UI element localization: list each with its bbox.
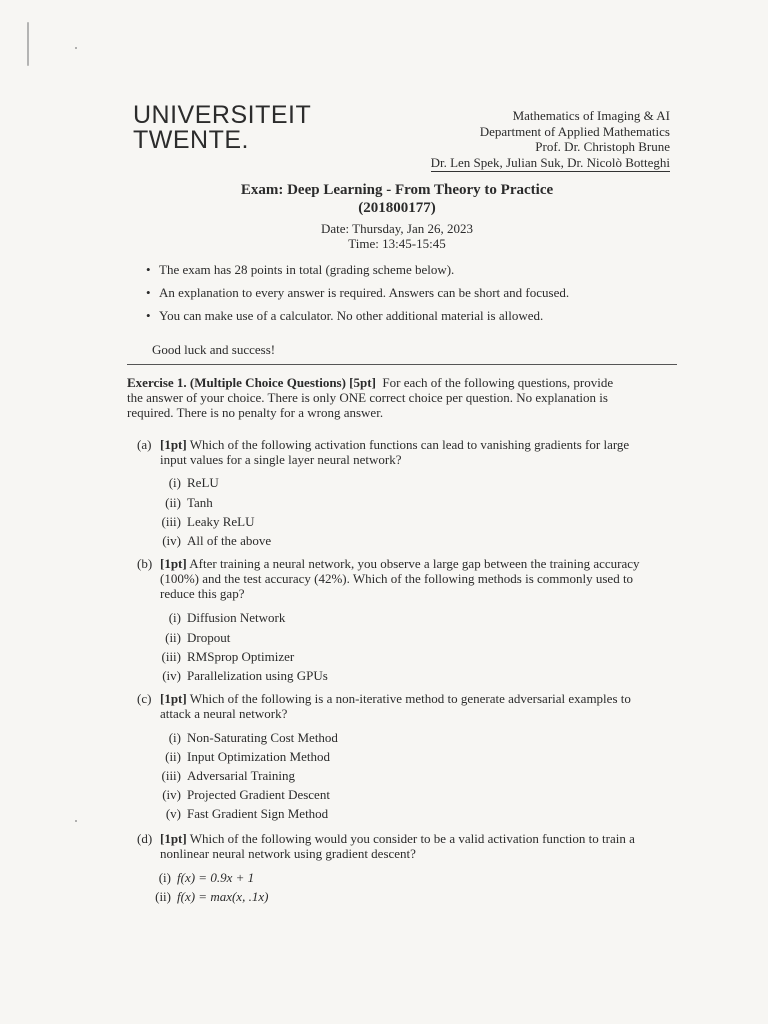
- exam-title: Exam: Deep Learning - From Theory to Practice: [240, 182, 554, 198]
- exercise-heading: Exercise 1. (Multiple Choice Questions) [5pt]: [127, 375, 376, 390]
- answer-option: (iii) Adversarial Training: [161, 768, 295, 783]
- question-text: [160, 437, 680, 467]
- instruction-item: • You can make use of a calculator. No other additional material is allowed.: [146, 308, 569, 331]
- exercise-intro: [127, 375, 679, 420]
- exercise-instruction: For each of the following questions, provide: [382, 375, 614, 390]
- question-points: [1pt]: [160, 556, 187, 571]
- question-line: Which of the following activation functions can lead to vanishing gradients for large: [189, 437, 630, 452]
- question-points: [1pt]: [160, 437, 187, 452]
- question-line: (100%) and the test accuracy (42%). Which of the following methods is commonly used to: [160, 571, 634, 586]
- instructions-list: [146, 262, 569, 331]
- question-text: [160, 556, 680, 601]
- question-line: nonlinear neural network using gradient descent?: [160, 846, 416, 861]
- answer-option: (ii) Dropout: [165, 630, 231, 645]
- scan-artifact: [75, 47, 77, 49]
- answer-option: (ii) Input Optimization Method: [165, 749, 330, 764]
- scan-artifact: [75, 820, 77, 822]
- exam-date: Date: Thursday, Jan 26, 2023: [320, 221, 473, 236]
- question-points: [1pt]: [160, 831, 187, 846]
- question-line: reduce this gap?: [160, 586, 245, 601]
- affiliation-block: [431, 108, 670, 172]
- answer-option: (i) f(x) = 0.9x + 1: [158, 870, 255, 885]
- answer-option: (i) Diffusion Network: [168, 610, 286, 625]
- affiliation-line: Department of Applied Mathematics: [479, 123, 670, 139]
- question-text: [160, 831, 680, 861]
- question-line: Which of the following is a non-iterative method to generate adversarial examples to: [189, 691, 631, 706]
- scan-artifact: [27, 22, 29, 66]
- exercise-instruction: required. There is no penalty for a wrong answer.: [127, 405, 384, 420]
- logo-line: UNIVERSITEIT: [133, 101, 312, 129]
- question-text: [160, 691, 680, 721]
- good-luck-text: Good luck and success!: [152, 342, 276, 357]
- instruction-item: • An explanation to every answer is required. Answers can be short and focused.: [146, 285, 569, 308]
- logo-line: TWENTE.: [133, 126, 249, 154]
- course-code: (201800177): [358, 200, 436, 216]
- answer-option: (iv) Parallelization using GPUs: [162, 668, 328, 683]
- exercise-instruction: the answer of your choice. There is only ONE correct choice per question. No explanation is: [127, 390, 608, 405]
- answer-option: (ii) Tanh: [165, 495, 213, 510]
- question-letter: (b): [137, 556, 153, 571]
- answer-option: (iii) RMSprop Optimizer: [161, 649, 295, 664]
- university-logo: [133, 103, 311, 153]
- section-divider: [127, 364, 677, 365]
- question-line: input values for a single layer neural network?: [160, 452, 402, 467]
- answer-option: (i) Non-Saturating Cost Method: [168, 730, 338, 745]
- question-letter: (d): [137, 831, 153, 846]
- answer-option: (iii) Leaky ReLU: [161, 514, 255, 529]
- exam-time: Time: 13:45-15:45: [348, 236, 446, 251]
- affiliation-line: Dr. Len Spek, Julian Suk, Dr. Nicolò Botteghi: [431, 155, 670, 173]
- question-letter: (c): [137, 691, 152, 706]
- answer-option: (iv) Projected Gradient Descent: [162, 787, 330, 802]
- affiliation-line: Mathematics of Imaging & AI: [512, 108, 670, 123]
- answer-option: (i) ReLU: [168, 475, 219, 490]
- question-line: attack a neural network?: [160, 706, 288, 721]
- instruction-item: • The exam has 28 points in total (grading scheme below).: [146, 262, 569, 285]
- affiliation-line: Prof. Dr. Christoph Brune: [535, 139, 670, 154]
- question-line: Which of the following would you consider to be a valid activation function to train a: [189, 831, 635, 846]
- answer-option: (ii) f(x) = max(x, .1x): [155, 889, 269, 904]
- answer-option: (v) Fast Gradient Sign Method: [165, 806, 329, 821]
- answer-option: (iv) All of the above: [162, 533, 272, 548]
- question-points: [1pt]: [160, 691, 187, 706]
- question-letter: (a): [137, 437, 152, 452]
- question-line: After training a neural network, you observe a large gap between the training accuracy: [189, 556, 640, 571]
